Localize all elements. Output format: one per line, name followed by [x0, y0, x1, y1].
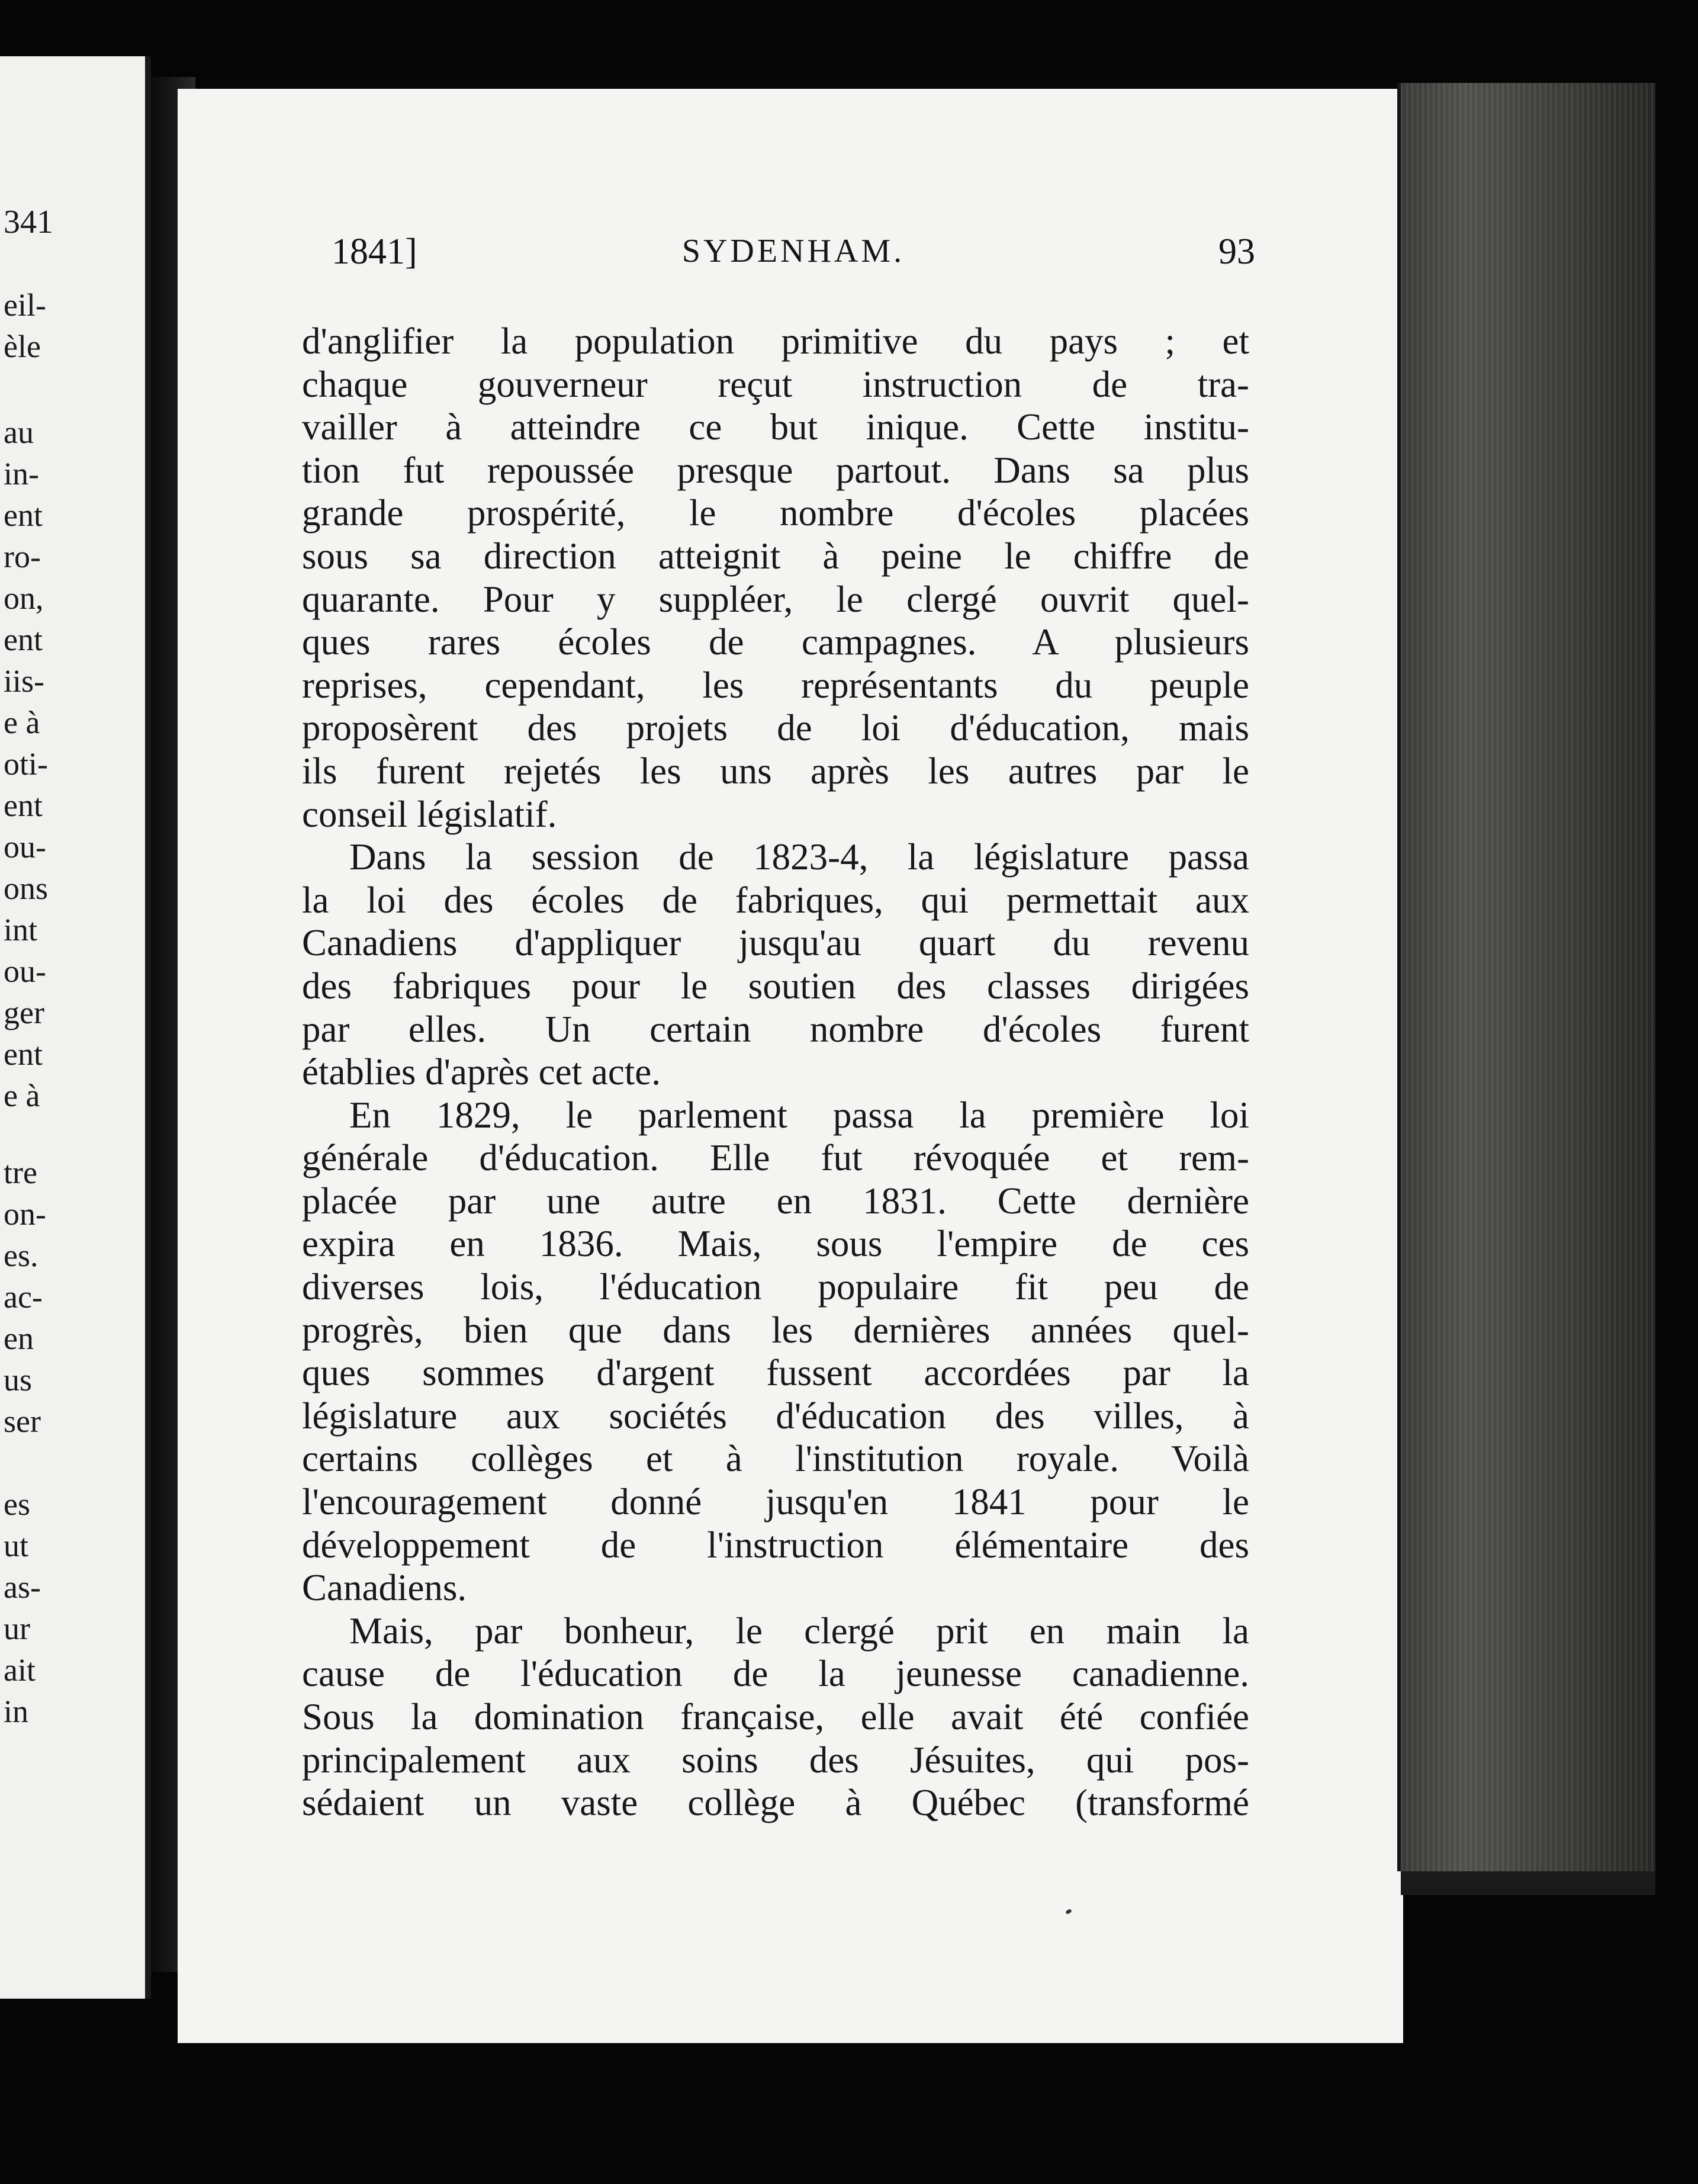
- left-page-fragment: int: [4, 912, 38, 948]
- text-line: vailler à atteindre ce but inique. Cette institu-: [302, 406, 1249, 448]
- left-page-fragment: ro-: [4, 539, 41, 574]
- text-line: proposèrent des projets de loi d'éducation, mais: [302, 707, 1249, 749]
- left-page-fragment: èle: [4, 329, 41, 364]
- previous-page: [0, 56, 151, 1999]
- text-line: tion fut repoussée presque partout. Dans sa plus: [302, 449, 1249, 491]
- left-page-fragment: ent: [4, 1036, 43, 1072]
- left-page-fragment: in: [4, 1694, 29, 1729]
- left-page-fragment: us: [4, 1362, 33, 1398]
- text-line: cause de l'éducation de la jeunesse canadienne.: [302, 1653, 1249, 1695]
- text-line: Mais, par bonheur, le clergé prit en main la: [349, 1610, 1249, 1652]
- text-line: grande prospérité, le nombre d'écoles placées: [302, 492, 1249, 534]
- text-line: diverses lois, l'éducation populaire fit peu de: [302, 1266, 1249, 1308]
- left-page-fragment: tre: [4, 1155, 37, 1190]
- left-page-fragment: ent: [4, 622, 43, 657]
- left-page-fragment: oti-: [4, 746, 48, 782]
- text-line: ques sommes d'argent fussent accordées par la: [302, 1352, 1249, 1394]
- left-page-fragment: ser: [4, 1403, 41, 1439]
- text-line: établies d'après cet acte.: [302, 1051, 661, 1093]
- left-page-fragment: eil-: [4, 287, 46, 323]
- text-line: expira en 1836. Mais, sous l'empire de ces: [302, 1223, 1249, 1265]
- text-line: Canadiens d'appliquer jusqu'au quart du revenu: [302, 922, 1249, 964]
- left-page-fragment: es.: [4, 1238, 38, 1273]
- text-line: l'encouragement donné jusqu'en 1841 pour le: [302, 1481, 1249, 1523]
- left-page-fragment: iis-: [4, 663, 45, 699]
- text-line: ques rares écoles de campagnes. A plusieurs: [302, 621, 1249, 663]
- left-page-fragment: en: [4, 1321, 34, 1356]
- text-line: d'anglifier la population primitive du pays ; et: [302, 320, 1249, 362]
- left-page-fragment: ac-: [4, 1279, 43, 1315]
- text-line: certains collèges et à l'institution royale. Voilà: [302, 1438, 1249, 1480]
- left-page-fragment: in-: [4, 456, 39, 492]
- left-page-fragment: ons: [4, 871, 49, 906]
- text-line: la loi des écoles de fabriques, qui permettait aux: [302, 879, 1249, 921]
- left-page-fragment: e à: [4, 705, 40, 740]
- left-page-fragment: ger: [4, 995, 44, 1030]
- left-page-fragment: ou-: [4, 953, 46, 989]
- text-line: Canadiens.: [302, 1567, 467, 1609]
- text-line: quarante. Pour y suppléer, le clergé ouvrit quel-: [302, 578, 1249, 620]
- text-line: reprises, cependant, les représentants du peuple: [302, 664, 1249, 706]
- body-text: [302, 320, 1249, 1825]
- text-line: chaque gouverneur reçut instruction de tra-: [302, 363, 1249, 405]
- text-line: générale d'éducation. Elle fut révoquée et rem-: [302, 1137, 1249, 1179]
- text-line: par elles. Un certain nombre d'écoles furent: [302, 1008, 1249, 1050]
- left-page-fragment: ut: [4, 1528, 29, 1563]
- text-line: conseil législatif.: [302, 793, 557, 835]
- page-block-edge: [1397, 83, 1655, 1871]
- text-line: principalement aux soins des Jésuites, qui pos-: [302, 1739, 1249, 1781]
- left-page-fragment: on-: [4, 1196, 46, 1232]
- left-page-fragment: ent: [4, 788, 43, 823]
- running-head: [332, 231, 1255, 284]
- left-page-fragment: e à: [4, 1078, 40, 1113]
- running-head-year: 1841]: [332, 232, 417, 272]
- text-line: sédaient un vaste collège à Québec (transformé: [302, 1782, 1249, 1824]
- left-page-fragment: ur: [4, 1611, 30, 1646]
- text-line: des fabriques pour le soutien des classes dirigées: [302, 965, 1249, 1007]
- text-line: placée par une autre en 1831. Cette dernière: [302, 1180, 1249, 1222]
- left-page-fragment: as-: [4, 1569, 41, 1605]
- text-line: En 1829, le parlement passa la première loi: [349, 1094, 1249, 1136]
- left-page-fragment: ou-: [4, 829, 46, 865]
- running-head-title: SYDENHAM.: [681, 233, 905, 269]
- text-line: sous sa direction atteignit à peine le chiffre de: [302, 535, 1249, 577]
- left-page-fragment: ent: [4, 497, 43, 533]
- text-line: législature aux sociétés d'éducation des villes, à: [302, 1395, 1249, 1437]
- left-page-fragment: on,: [4, 580, 44, 616]
- text-line: progrès, bien que dans les dernières années quel-: [302, 1309, 1249, 1351]
- text-line: ils furent rejetés les uns après les autres par le: [302, 750, 1249, 792]
- left-page-fragment: es: [4, 1486, 30, 1522]
- left-page-fragment: 341: [4, 204, 53, 240]
- text-line: Dans la session de 1823-4, la législature passa: [349, 836, 1249, 878]
- left-page-fragment: ait: [4, 1652, 36, 1688]
- left-page-fragment: au: [4, 415, 34, 450]
- text-line: développement de l'instruction élémentaire des: [302, 1524, 1249, 1566]
- page-number: 93: [1218, 232, 1255, 272]
- text-line: Sous la domination française, elle avait été confiée: [302, 1696, 1249, 1737]
